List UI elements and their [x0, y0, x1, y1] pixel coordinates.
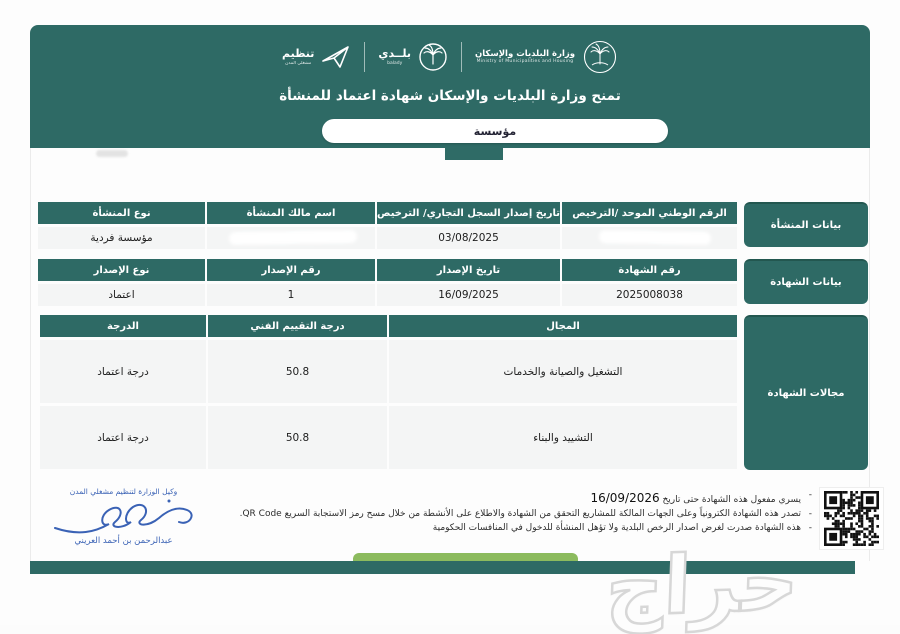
page-edge-left [30, 148, 31, 561]
column-header-technical-score: درجة التقييم الفني [208, 315, 387, 337]
scan-smudge [96, 150, 128, 157]
logos-row [30, 39, 870, 75]
column-header-license-date: تاريخ إصدار السجل التجاري/ الترخيص [377, 202, 560, 224]
ministry-emblem-icon [582, 39, 618, 75]
column-header-issue-date: تاريخ الإصدار [377, 259, 560, 281]
grade-cell: درجة اعتماد [40, 406, 206, 469]
signature-name: عبدالرحمن بن أحمد العريني [74, 536, 173, 546]
column-header-grade: الدرجة [40, 315, 206, 337]
domain-cell: التشييد والبناء [389, 406, 737, 469]
technical-score-cell: 50.8 [208, 340, 387, 403]
validity-date: 16/09/2026 [590, 491, 660, 505]
validity-note [222, 489, 812, 508]
logo-divider [461, 42, 462, 72]
header-band [30, 25, 870, 148]
establishment-table [38, 202, 737, 249]
column-header-owner-name: اسم مالك المنشأة [207, 202, 375, 224]
balady-name-arabic: بلــدي [378, 47, 411, 61]
domain-cell: التشغيل والصيانة والخدمات [389, 340, 737, 403]
establishment-type-cell: مؤسسة فردية [38, 227, 205, 249]
balady-logo [378, 42, 448, 72]
footer-notes [222, 489, 812, 536]
grade-cell: درجة اعتماد [40, 340, 206, 403]
redacted-national-number [599, 230, 711, 245]
column-header-certificate-number: رقم الشهادة [562, 259, 737, 281]
band-notch [445, 147, 503, 160]
certificate-title: تمنح وزارة البلديات والإسكان شهادة اعتماد للمنشأة [279, 88, 621, 104]
owner-name-cell [207, 227, 375, 249]
tanzeem-name: تنظيم [281, 47, 315, 61]
column-header-establishment-type: نوع المنشأة [38, 202, 205, 224]
electronic-issue-note: - تصدر هذه الشهادة الكترونياً وعلى الجهات المالكة للمشاريع التحقق من الشهادة والاطلاع على الأنشطة من خلال مسح رمز الاستجابة السريع QR Code. [222, 508, 812, 522]
signature-title: وكيل الوزارة لتنظيم مشغلي المدن [69, 487, 178, 496]
tanzeem-plane-icon [321, 44, 351, 70]
signature-block [36, 487, 211, 546]
domains-table [38, 315, 737, 469]
certificate-table [38, 259, 737, 306]
column-header-issue-type: نوع الإصدار [38, 259, 205, 281]
logo-divider [364, 42, 365, 72]
tanzeem-subtitle: مشغلي المدن [285, 60, 312, 66]
section-label-certificate: بيانات الشهادة [744, 259, 868, 304]
column-header-issue-number: رقم الإصدار [207, 259, 375, 281]
ministry-logo [475, 39, 618, 75]
validity-text: يسري مفعول هذه الشهادة حتى تاريخ [662, 495, 801, 505]
section-label-establishment: بيانات المنشأة [744, 202, 868, 247]
purpose-note: - هذه الشهادة صدرت لغرض اصدار الرخص البلدية ولا تؤهل المنشأة للدخول في المنافسات الحكومية [222, 522, 812, 536]
technical-score-cell: 50.8 [208, 406, 387, 469]
national-number-cell [562, 227, 737, 249]
balady-name-english: balady [387, 60, 403, 66]
haraj-watermark: حراج [604, 534, 801, 634]
redacted-owner-name [229, 230, 357, 245]
issue-date-cell: 16/09/2025 [377, 284, 560, 306]
issue-type-cell: اعتماد [38, 284, 205, 306]
qr-code-svg [824, 491, 879, 546]
certificate-number-cell: 2025008038 [562, 284, 737, 306]
issue-number-cell: 1 [207, 284, 375, 306]
section-label-domains: مجالات الشهادة [744, 315, 868, 470]
column-header-domain: المجال [389, 315, 737, 337]
license-date-cell: 03/08/2025 [377, 227, 560, 249]
ministry-name-arabic: وزارة البلديات والإسكان [474, 48, 576, 59]
balady-palm-icon [418, 42, 448, 72]
entity-name-pill: مؤسسة [322, 119, 668, 143]
column-header-national-number: الرقم الوطني الموحد /الترخيص [562, 202, 737, 224]
qr-code [819, 487, 884, 550]
ministry-name-english: Ministry of Municipalities and Housing [476, 59, 574, 65]
tanzeem-logo [282, 44, 351, 70]
signature-scribble [36, 496, 211, 540]
